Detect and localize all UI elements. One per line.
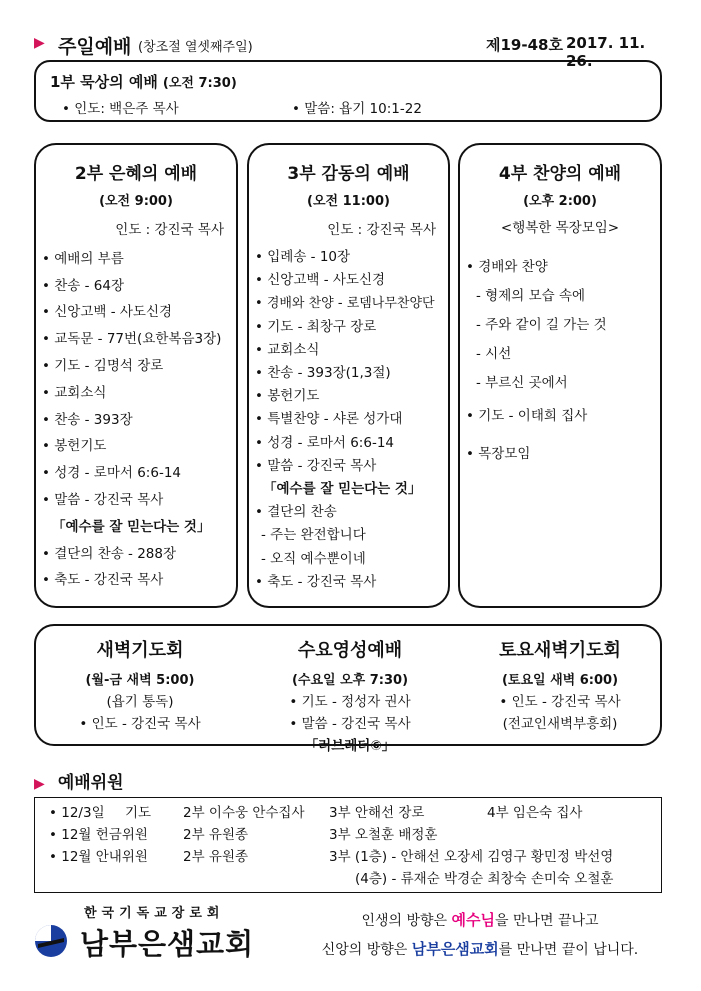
song-item: - 주는 완전합니다: [261, 527, 366, 544]
list-item: • 교회소식: [255, 341, 320, 358]
triangle-bullet-icon: ▶: [34, 35, 45, 51]
list-item: • 성경 - 로마서 6:6-14: [255, 434, 394, 451]
saturday-line: (전교인새벽부흥회): [502, 716, 618, 732]
motto-line-2: [300, 935, 660, 964]
wednesday-title: 수요영성예배: [297, 640, 403, 661]
list-item: • 교회소식: [42, 384, 107, 401]
list-item: • 목장모임: [466, 445, 531, 462]
officers-rows: [35, 798, 661, 890]
officers-heading: [34, 768, 124, 793]
saturday-line: • 인도 - 강진국 목사: [499, 694, 621, 710]
list-item: • 신앙고백 - 사도신경: [255, 272, 386, 289]
church-logo-icon: [34, 924, 68, 958]
officer-cell: 4부 임은숙 집사: [487, 805, 583, 821]
weekday-wednesday: [244, 636, 456, 757]
church-logo: [34, 902, 294, 962]
motto-text: 인생의 방향은: [361, 913, 452, 929]
service1-sermon-text: 말씀: 욥기 10:1-22: [304, 101, 422, 117]
service2-title: 2부 은혜의 예배: [74, 164, 198, 184]
officer-cell: • 12월 헌금위원: [49, 827, 148, 843]
list-item: • 축도 - 강진국 목사: [42, 572, 164, 589]
service3-leader: 인도 : 강진국 목사: [327, 222, 436, 238]
service3-sermon-title: 「예수를 잘 믿는다는 것」: [263, 481, 422, 498]
wednesday-time: (수요일 오후 7:30): [291, 673, 409, 688]
weekday-dawn: [36, 636, 244, 735]
list-item: • 기도 - 이태희 집사: [466, 407, 588, 424]
officer-cell: 2부 유원종: [183, 849, 249, 865]
officer-cell: 3부 안해선 장로: [329, 805, 425, 821]
officers-box: [34, 797, 662, 893]
saturday-time: (토요일 새벽 6:00): [501, 673, 619, 688]
issue-date: 2017. 11. 26.: [566, 34, 646, 70]
list-item: • 축도 - 강진국 목사: [255, 573, 377, 590]
list-item: • 기도 - 최창구 장로: [255, 318, 377, 335]
list-item: • 기도 - 김명석 장로: [42, 357, 164, 374]
service2-order: [36, 246, 236, 594]
table-row: [35, 846, 661, 868]
service4-time: (오후 2:00): [523, 194, 597, 209]
motto-highlight: 남부은샘교회: [411, 940, 499, 958]
service3-order: [249, 246, 448, 594]
list-item: • 찬송 - 393장(1,3절): [255, 365, 391, 382]
list-item: • 봉헌기도: [255, 388, 320, 405]
service2-time: (오전 9:00): [99, 194, 173, 209]
issue-number: 제19-48호: [486, 36, 563, 54]
list-item: • 결단의 찬송: [255, 504, 337, 521]
officer-cell: 기도: [125, 805, 152, 821]
service3-title: 3부 감동의 예배: [287, 164, 410, 184]
motto-text: 을 만나면 끝나고: [494, 913, 599, 929]
service2-box: [34, 143, 238, 608]
service1-box: [34, 60, 662, 122]
list-item: • 결단의 찬송 - 288장: [42, 545, 177, 562]
saturday-title: 토요새벽기도회: [499, 640, 621, 661]
list-item: • 특별찬양 - 샤론 성가대: [255, 411, 403, 428]
service1-leader-text: 인도: 백은주 목사: [74, 101, 179, 117]
page-title: 주일예배: [58, 36, 132, 58]
table-row: [35, 824, 661, 846]
song-item: - 주와 같이 길 가는 것: [476, 316, 607, 333]
list-item: • 경배와 찬양: [466, 258, 548, 275]
service3-time: (오전 11:00): [307, 194, 390, 209]
service2-leader: 인도 : 강진국 목사: [115, 222, 224, 238]
list-item: • 성경 - 로마서 6:6-14: [42, 465, 181, 482]
dawn-time: (월-금 새벽 5:00): [85, 673, 195, 688]
service4-subtitle: <행복한 목장모임>: [500, 220, 620, 236]
officers-title: 예배위원: [57, 773, 124, 793]
list-item: • 말씀 - 강진국 목사: [42, 491, 164, 508]
service2-sermon-title: 「예수를 잘 믿는다는 것」: [52, 518, 211, 535]
service1-sermon: • 말씀: 욥기 10:1-22: [292, 101, 422, 117]
dawn-line: (욥기 통독): [106, 694, 174, 710]
weekday-box: [34, 624, 662, 754]
list-item: • 경배와 찬양 - 로뎀나무찬양단: [255, 296, 435, 312]
motto-highlight: 예수님: [451, 911, 495, 929]
list-item: • 예배의 부름: [42, 250, 124, 267]
service4-title: 4부 찬양의 예배: [498, 164, 622, 184]
motto-text: 신앙의 방향은: [321, 942, 412, 958]
list-item: • 말씀 - 강진국 목사: [255, 457, 377, 474]
list-item: • 입례송 - 10장: [255, 249, 351, 265]
service4-order: [460, 252, 660, 474]
church-name: 남부은샘교회: [80, 927, 255, 961]
list-item: • 신앙고백 - 사도신경: [42, 304, 173, 321]
dawn-title: 새벽기도회: [96, 640, 184, 661]
list-item: • 찬송 - 64장: [42, 277, 125, 294]
officer-cell: 3부 오철훈 배정훈: [329, 827, 438, 843]
motto-line-1: [300, 906, 660, 935]
dawn-line: • 인도 - 강진국 목사: [79, 716, 201, 732]
service1-time: (오전 7:30): [162, 76, 237, 91]
song-item: - 부르신 곳에서: [476, 374, 568, 391]
list-item: • 봉헌기도: [42, 438, 107, 455]
motto-text: 를 만나면 끝이 납니다.: [498, 942, 639, 958]
table-row: [35, 802, 661, 824]
service4-box: [458, 143, 662, 608]
triangle-bullet-icon: ▶: [34, 776, 45, 792]
list-item: • 찬송 - 393장: [42, 411, 133, 428]
table-row: [35, 868, 661, 890]
officer-cell: 3부 (1층) - 안해선 오장세 김영구 황민정 박선영: [329, 849, 614, 865]
header: [34, 32, 674, 70]
motto: [300, 906, 660, 964]
song-item: - 시선: [476, 345, 512, 362]
denomination-name: 한국기독교장로회: [84, 906, 225, 921]
wednesday-line: • 말씀 - 강진국 목사: [289, 716, 411, 732]
song-item: - 형제의 모습 속에: [476, 287, 586, 304]
officer-cell: 2부 이수웅 안수집사: [183, 805, 305, 821]
wednesday-line: • 기도 - 정성자 권사: [289, 694, 411, 710]
weekday-saturday: [456, 636, 664, 735]
song-item: - 오직 예수뿐이네: [261, 550, 366, 567]
officer-cell: • 12/3일: [49, 805, 105, 821]
officer-cell: (4층) - 류재순 박경순 최창숙 손미숙 오철훈: [355, 871, 614, 887]
wednesday-bold: 「러브레터⑥」: [304, 738, 396, 754]
service1-title: 1부 묵상의 예배: [50, 73, 158, 91]
page-subtitle: (창조절 열셋째주일): [138, 40, 253, 55]
service1-heading: [50, 71, 237, 92]
service1-leader: • 인도: 백은주 목사: [62, 101, 179, 117]
officer-cell: 2부 유원종: [183, 827, 249, 843]
officer-cell: • 12월 안내위원: [49, 849, 148, 865]
list-item: • 교독문 - 77번(요한복음3장): [42, 331, 222, 348]
service3-box: [247, 143, 450, 608]
